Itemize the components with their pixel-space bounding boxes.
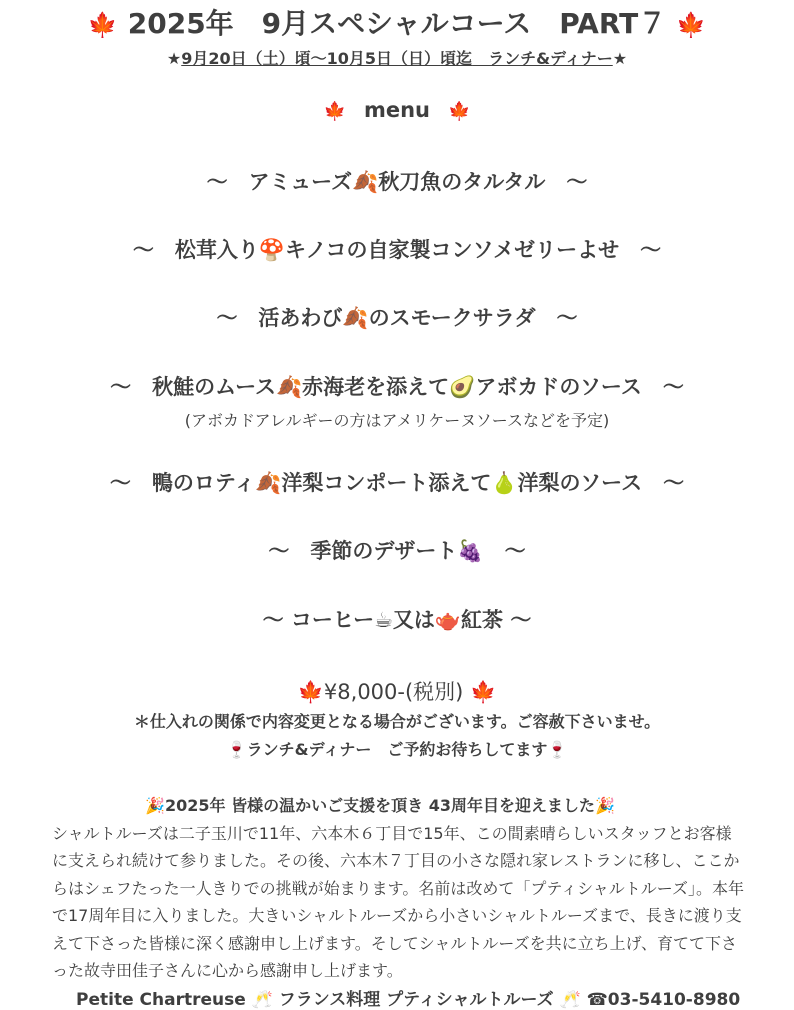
price: 🍁¥8,000-(税別) 🍁 [297, 680, 497, 704]
period-until: 頃迄 [440, 49, 473, 68]
reservation-note: 🍷ランチ&ディナー ご予約お待ちしてます🍷 [226, 740, 568, 759]
period-dates: 9月20日（土）頃〜10月5日（日） [181, 49, 441, 68]
restaurant-footer: Petite Chartreuse 🥂 フランス料理 プティシャルトルーズ 🥂 ☎03-5410-8980 [76, 990, 741, 1010]
star-icon: ★ [166, 49, 182, 68]
anniversary-heading: 🎉2025年 皆様の温かいご支援を頂き 43周年目を迎えました🎉 [145, 796, 615, 815]
maple-leaf-icon: 🍁 [323, 101, 346, 122]
page-title [0, 2, 794, 42]
course-duck-roti: 〜 鴨のロティ🍂洋梨コンポート添えて🍐洋梨のソース 〜 [109, 471, 685, 495]
star-icon: ★ [612, 49, 628, 68]
course-amuse: 〜 アミューズ🍂秋刀魚のタルタル 〜 [206, 170, 588, 194]
caution-note: ＊仕入れの関係で内容変更となる場合がございます。ご容赦下さいませ。 [133, 712, 661, 731]
course-dessert: 〜 季節のデザート🍇 〜 [268, 539, 526, 563]
course-abalone-salad: 〜 活あわび🍂のスモークサラダ 〜 [216, 306, 578, 330]
maple-leaf-icon: 🍁 [448, 101, 471, 122]
menu-heading [0, 98, 794, 122]
course-period [0, 46, 794, 69]
period-service: ランチ&ディナー [472, 49, 613, 68]
course-consomme: 〜 松茸入り🍄キノコの自家製コンソメゼリーよせ 〜 [132, 238, 662, 262]
maple-leaf-icon: 🍁 [676, 11, 707, 39]
restaurant-story: シャルトルーズは二子玉川で11年、六本木６丁目で15年、この間素晴らしいスタッフとお客様に支えられ続けて参りました。その後、六本木７丁目の小さな隠れ家レストランに移し、ここからはシェフたった一人きりでの挑戦が始まります。名前は改めて「プティシャルトルーズ」。本年で17周年目に入りました。大きいシャルトルーズから小さいシャルトルーズまで、長きに渡り支えて下さった皆様に深く感謝申し上げます。そしてシャルトルーズを共に立ち上げ、育てて下さった故寺田佳子さんに心から感謝申し上げます。 [52, 824, 745, 981]
menu-heading-text: menu [363, 98, 431, 122]
course-salmon-mousse: 〜 秋鮭のムース🍂赤海老を添えて🥑アボカドのソース 〜 [110, 375, 684, 399]
title-text: 2025年 9月スペシャルコース PART７ [127, 7, 667, 40]
avocado-allergy-note: (アボカドアレルギーの方はアメリケーヌソースなどを予定) [184, 411, 610, 430]
course-coffee-tea: ～ コーヒー☕又は🫖紅茶 ～ [262, 608, 532, 632]
maple-leaf-icon: 🍁 [87, 11, 118, 39]
